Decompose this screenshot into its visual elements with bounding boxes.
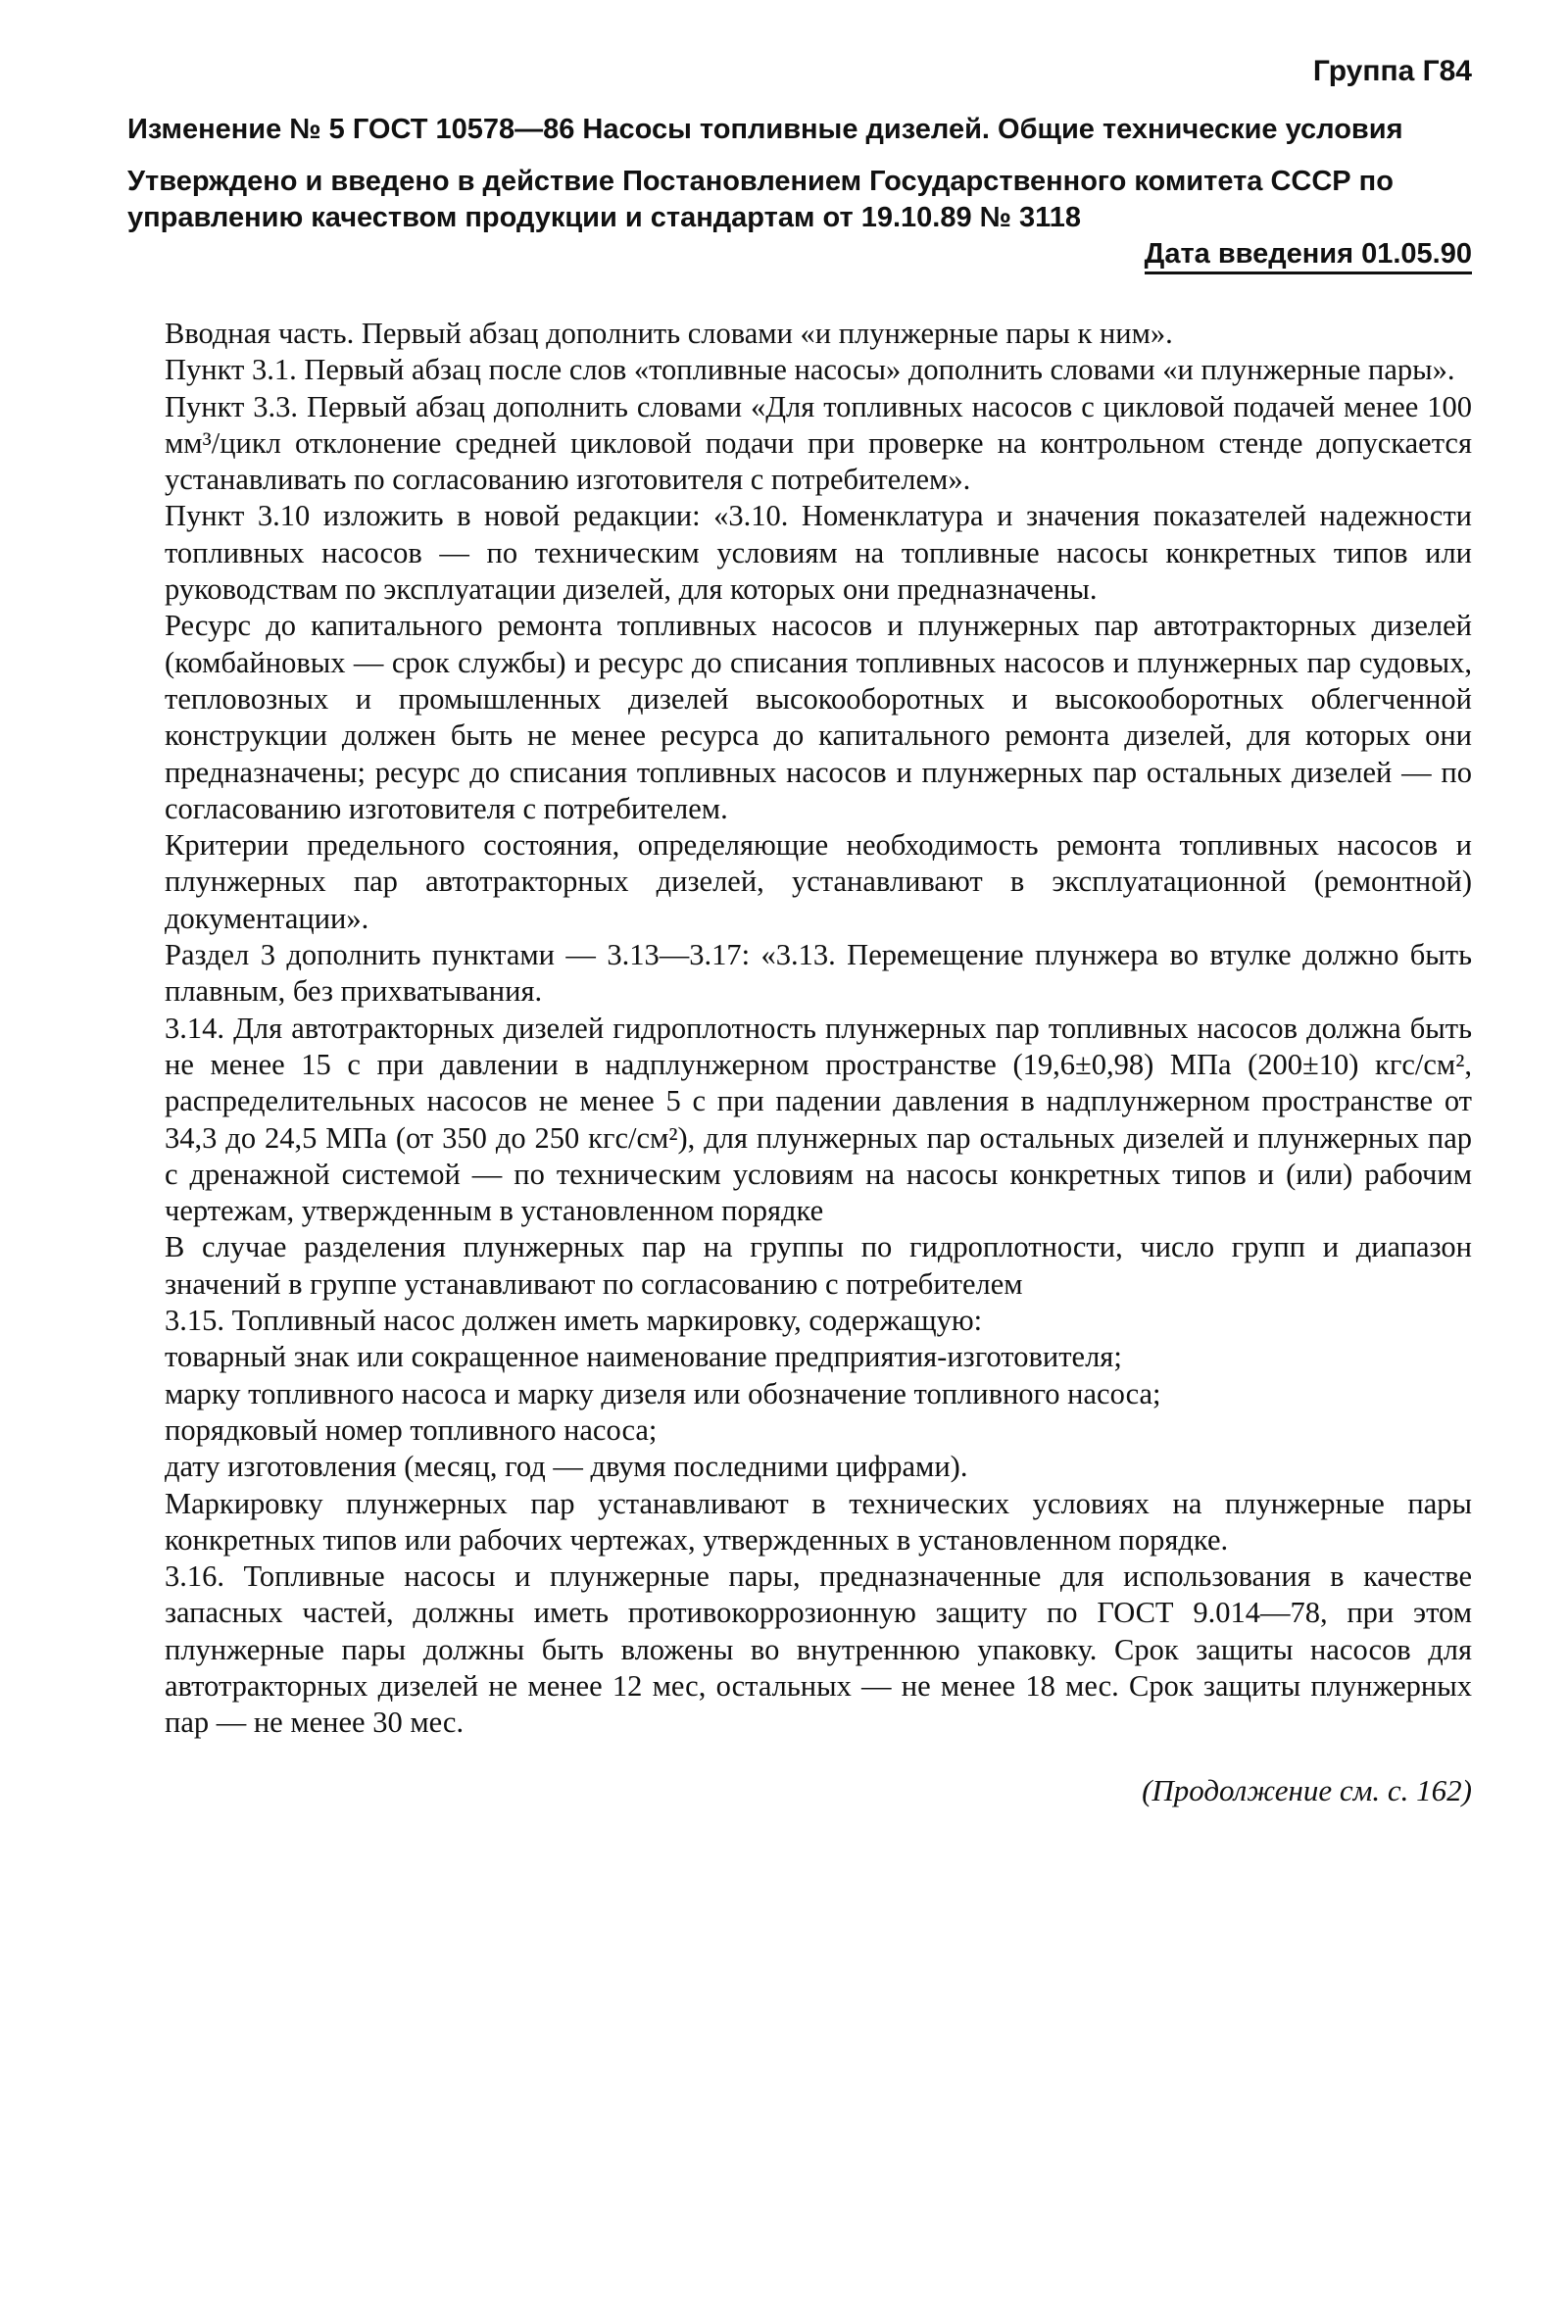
amendment-title: Изменение № 5 ГОСТ 10578—86 Насосы топливные дизелей. Общие технические условия xyxy=(127,114,1403,145)
introduction-date xyxy=(165,238,1472,271)
paragraph-3-13: Раздел 3 дополнить пунктами — 3.13—3.17: «3.13. Перемещение плунжера во втулке должно быть плавным, без прихватывания. xyxy=(165,938,1472,1009)
list-item-trademark: товарный знак или сокращенное наименование предприятия-изготовителя; xyxy=(165,1340,1122,1374)
continuation-note: (Продолжение см. с. 162) xyxy=(1142,1772,1472,1807)
paragraph-resource: Ресурс до капитального ремонта топливных насосов и плунжерных пар автотракторных дизелей (комбайновых — срок службы) и ресурс до списания топливных насосов и плунжерных пар судовых, тепловозных и промышленных дизелей высокооборотных и высокооборотных облегченной конструкции должен быть не менее ресурса до капитального ремонта дизелей, для которых они предназначены; ресурс до списания топливных насосов и плунжерных пар остальных дизелей — по согласованию изготовителя с потребителем. xyxy=(165,609,1472,825)
paragraph-3-10: Пункт 3.10 изложить в новой редакции: «3.10. Номенклатура и значения показателей надежности топливных насосов — по техническим условиям на топливные насосы конкретных типов или руководствам по эксплуатации дизелей, для которых они предназначены. xyxy=(165,499,1472,607)
paragraph-3-16: 3.16. Топливные насосы и плунжерные пары, предназначенные для использования в качестве запасных частей, должны иметь противокоррозионную защиту по ГОСТ 9.014—78, при этом плунжерные пары должны быть вложены во внутреннюю упаковку. Срок защиты насосов для автотракторных дизелей не менее 12 мес, остальных — не менее 18 мес. Срок защиты плунжерных пар — не менее 30 мес. xyxy=(165,1559,1472,1740)
list-item-manufacture-date: дату изготовления (месяц, год — двумя последними цифрами). xyxy=(165,1450,968,1484)
paragraph-plunger-marking: Маркировку плунжерных пар устанавливают в технических условиях на плунжерные пары конкретных типов или рабочих чертежах, утвержденных в установленном порядке. xyxy=(165,1486,1472,1557)
list-item-serial-number: порядковый номер топливного насоса; xyxy=(165,1412,658,1447)
paragraph-groups: В случае разделения плунжерных пар на группы по гидроплотности, число групп и диапазон значений в группе устанавливают по согласованию с потребителем xyxy=(165,1230,1472,1301)
approval-statement: Утверждено и введено в действие Постановлением Государственного комитета СССР по управлению качеством продукции и стандартам от 19.10.89 № 3118 xyxy=(127,166,1394,233)
group-code: Группа Г84 xyxy=(1312,55,1472,87)
paragraph-3-14: 3.14. Для автотракторных дизелей гидроплотность плунжерных пар топливных насосов должна быть не менее 15 с при давлении в надплунжерном пространстве (19,6±0,98) МПа (200±10) кгс/см², распределительных насосов не менее 5 с при падении давления в надплунжерном пространстве от 34,3 до 24,5 МПа (от 350 до 250 кгс/см²), для плунжерных пар остальных дизелей и плунжерных пар с дренажной системой — по техническим условиям на насосы конкретных типов и (или) рабочим чертежам, утвержденным в установленном порядке xyxy=(165,1011,1472,1228)
paragraph-3-15: 3.15. Топливный насос должен иметь маркировку, содержащую: xyxy=(165,1304,983,1338)
paragraph-intro: Вводная часть. Первый абзац дополнить словами «и плунжерные пары к ним». xyxy=(165,317,1173,350)
introduction-date-text: Дата введения 01.05.90 xyxy=(1145,238,1472,274)
paragraph-3-3: Пункт 3.3. Первый абзац дополнить словами «Для топливных насосов с цикловой подачей менее 100 мм³/цикл отклонение средней цикловой подачи при проверке на контрольном стенде допускается устанавливать по согласованию изготовителя с потребителем». xyxy=(165,389,1472,497)
amendment-body xyxy=(165,316,1472,1742)
list-item-pump-mark: марку топливного насоса и марку дизеля или обозначение топливного насоса; xyxy=(165,1376,1161,1410)
paragraph-3-1: Пункт 3.1. Первый абзац после слов «топливные насосы» дополнить словами «и плунжерные пары». xyxy=(165,353,1455,387)
paragraph-criteria: Критерии предельного состояния, определяющие необходимость ремонта топливных насосов и плунжерных пар автотракторных дизелей, устанавливают в эксплуатационной (ремонтной) документации». xyxy=(165,828,1472,935)
